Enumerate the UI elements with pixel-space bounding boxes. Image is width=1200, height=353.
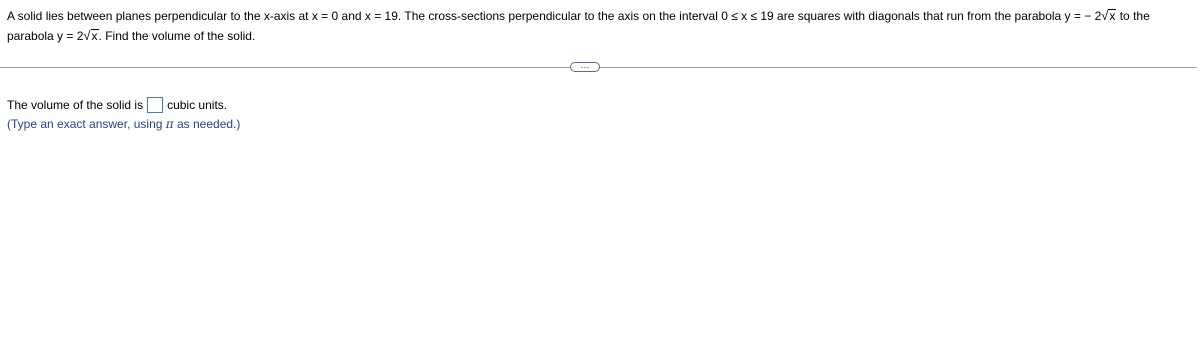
question-line-1-end: to the <box>1116 9 1150 23</box>
question-line-1-text: A solid lies between planes perpendicular to the x-axis at x = 0 and x = 19. The cross-sections perpendicular to the axis on the interval 0 ≤ x ≤ 19 are squares with diagonals that run from the parabola y = − 2 <box>7 9 1102 23</box>
question-text <box>7 6 1195 46</box>
square-root-x <box>1101 6 1116 26</box>
question-line-2-text: parabola y = 2 <box>7 29 84 43</box>
expand-more-button[interactable] <box>570 62 600 72</box>
question-line-2-end: . Find the volume of the solid. <box>98 29 256 43</box>
volume-answer-input[interactable] <box>147 97 163 113</box>
square-root-x <box>83 26 98 46</box>
hint-text-end: as needed.) <box>173 117 241 131</box>
radicand: x <box>1109 9 1116 23</box>
radical-sign-icon: √ <box>1101 8 1109 23</box>
ellipsis-icon: … <box>580 60 590 71</box>
answer-hint <box>7 117 240 131</box>
pi-symbol: π <box>165 117 174 131</box>
answer-row <box>7 96 227 114</box>
question-line-2 <box>7 26 1195 46</box>
section-divider <box>0 61 1200 75</box>
radical-sign-icon: √ <box>83 28 91 43</box>
question-line-1 <box>7 6 1195 26</box>
radicand: x <box>91 29 98 43</box>
hint-text-start: (Type an exact answer, using <box>7 117 166 131</box>
answer-suffix: cubic units. <box>167 98 228 112</box>
answer-prefix: The volume of the solid is <box>7 98 144 112</box>
